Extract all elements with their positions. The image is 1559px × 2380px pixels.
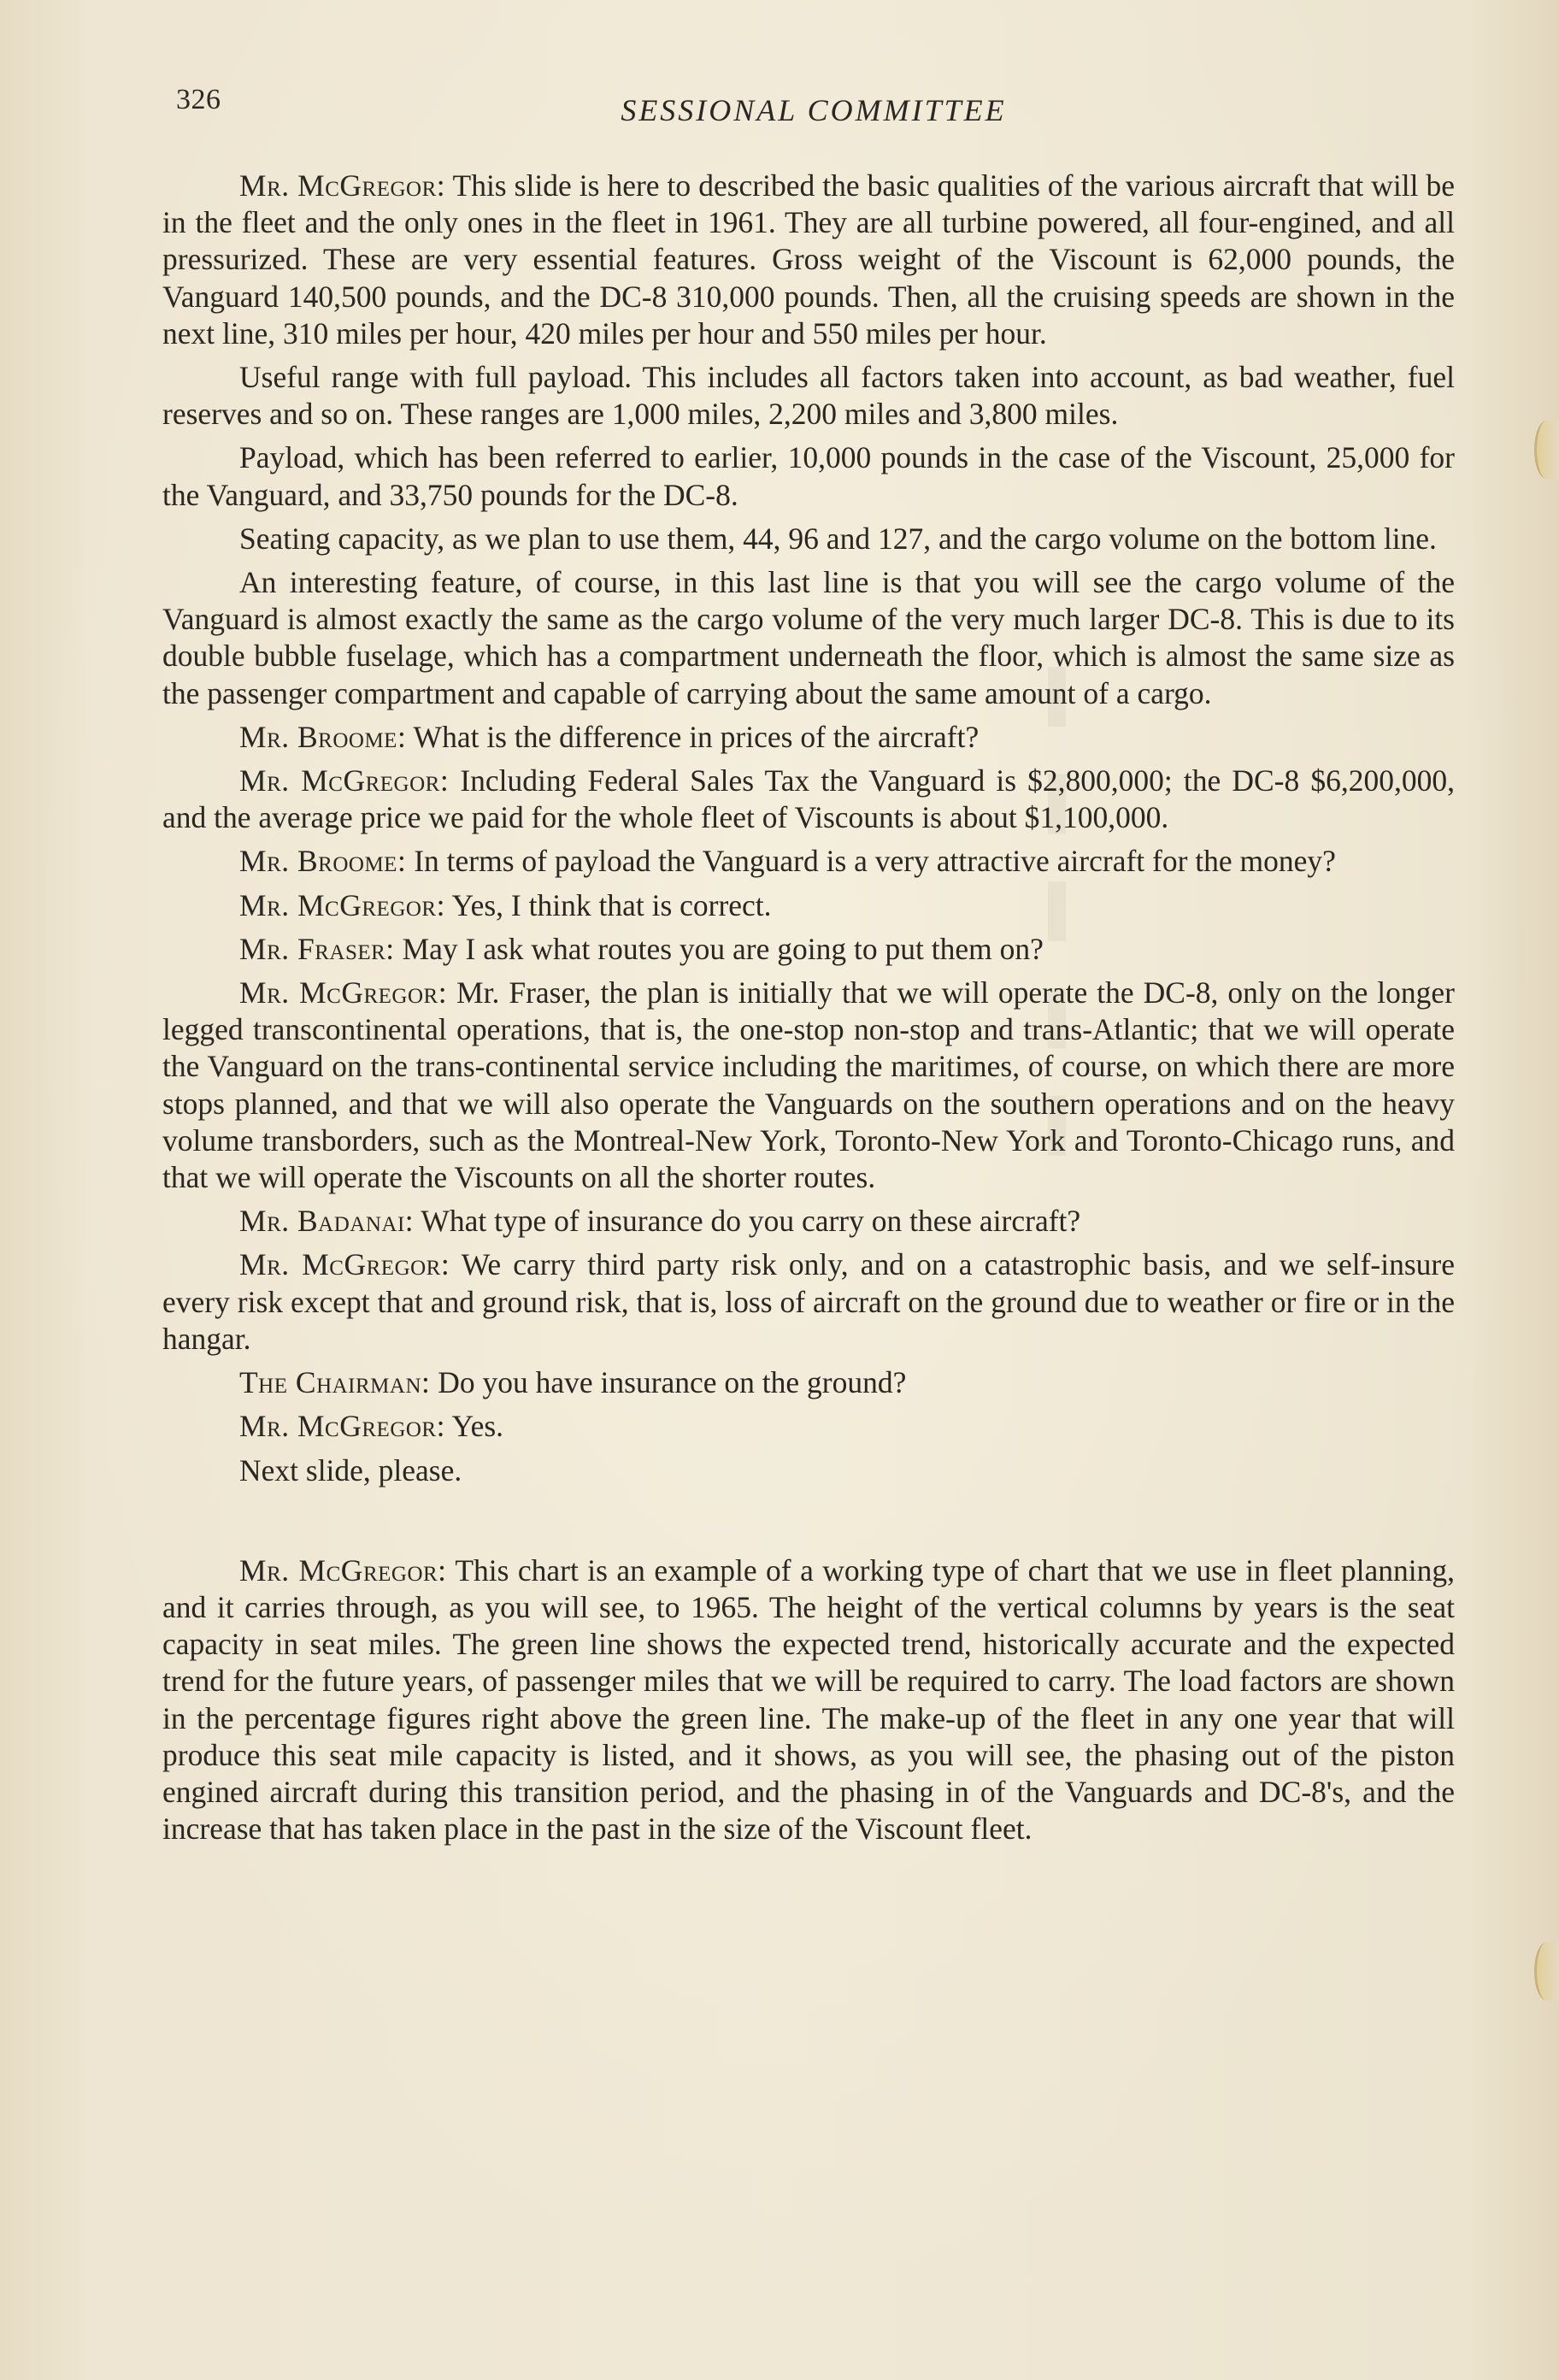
page-number: 326 [176,84,221,115]
page-edge-mark-top [1534,421,1559,479]
paragraph-text: Next slide, please. [239,1452,462,1488]
speaker-name: Mr. McGregor: [239,887,445,922]
speaker-name: Mr. Fraser: [239,931,395,966]
speaker-name: Mr. McGregor: [239,168,446,203]
speaker-name: Mr. McGregor: [239,763,450,798]
paragraph [162,1246,1455,1358]
paragraph [162,168,1455,352]
paragraph-text: In terms of payload the Vanguard is a very attractive aircraft for the money? [406,844,1336,879]
paragraph [162,359,1455,433]
speaker-name: Mr. Badanai: [239,1204,415,1239]
speaker-name: Mr. McGregor: [239,1409,445,1444]
speaker-name: Mr. Broome: [239,719,407,754]
paragraph-text: May I ask what routes you are going to put them on? [394,931,1044,966]
paragraph [162,1452,1455,1489]
paragraph-text: Mr. Fraser, the plan is initially that we will operate the DC-8, only on the longer legged transcontinental operations, that is, the one-stop non-stop and trans-Atlantic; that we will operate the Vanguard on the trans-continental service including the maritimes, of course, on which there are more stops planned, and that we will also operate the Vanguards on the southern operations and on the heavy volume transborders, such as the Montreal-New York, Toronto-New York and Toronto-Chicago runs, and that we will operate the Viscounts on all the shorter routes. [162,975,1456,1195]
paragraph-text: Including Federal Sales Tax the Vanguard is $2,800,000; the DC-8 $6,200,000, and the average price we paid for the whole fleet of Viscounts is about $1,100,000. [162,763,1455,835]
paragraph-text: Do you have insurance on the ground? [430,1365,907,1400]
paragraph [162,843,1455,880]
speaker-name: Mr. McGregor: [239,1247,450,1282]
paragraph [162,521,1455,557]
paragraph-text: Payload, which has been referred to earlier, 10,000 pounds in the case of the Viscount, 25,000 for the Vanguard, and 33,750 pounds for the DC-8. [162,440,1455,512]
bleed-through-shadow: ▬ ▬ ▬ ▬ ▬ [1035,667,1102,1171]
paragraph [162,931,1455,968]
running-head: SESSIONAL COMMITTEE [621,93,1007,127]
paragraph-text: Yes, I think that is correct. [444,887,772,922]
paragraph-text: Seating capacity, as we plan to use them, 44, 96 and 127, and the cargo volume on the bottom line. [239,521,1437,556]
page-edge-mark-bottom [1534,1942,1559,2000]
paragraph-text: This chart is an example of a working type of chart that we use in fleet planning, and it carries through, as you will see, to 1965. The height of the vertical columns by years is the seat capacity in seat miles. The green line shows the expected trend, historically accurate and the expected trend for the future years, of passenger miles that we will be required to carry. The load factors are shown in the percentage figures right above the green line. The make-up of the fleet in any one year that will produce this seat mile capacity is listed, and it shows, as you will see, the phasing out of the piston engined aircraft during this transition period, and the phasing in of the Vanguards and DC-8's, and the increase that has taken place in the past in the size of the Viscount fleet. [162,1552,1455,1847]
paragraph [162,1364,1455,1401]
paragraph-text: Useful range with full payload. This includes all factors taken into account, as bad weather, fuel reserves and so on. These ranges are 1,000 miles, 2,200 miles and 3,800 miles. [162,360,1455,432]
speaker-name: Mr. Broome: [239,844,407,879]
paragraph-text: Yes. [444,1409,504,1444]
paragraph [162,763,1455,836]
paragraph-text: An interesting feature, of course, in this last line is that you will see the cargo volume of the Vanguard is almost exactly the same as the cargo volume of the very much larger DC-8. This is due to its double bubble fuselage, which has a compartment underneath the floor, which is almost the same size as the passenger compartment and capable of carrying about the same amount of a cargo. [162,565,1455,710]
paragraph [162,887,1455,924]
paragraph-text: What type of insurance do you carry on these aircraft? [414,1204,1081,1239]
paragraph [162,719,1455,756]
speaker-name: The Chairman: [239,1365,431,1400]
paragraph-text: This slide is here to described the basic qualities of the various aircraft that will be in the fleet and the only ones in the fleet in 1961. They are all turbine powered, all four-engined, and all pressurized. These are very essential features. Gross weight of the Viscount is 62,000 pounds, the Vanguard 140,500 pounds, and the DC-8 310,000 pounds. Then, all the cruising speeds are shown in the next line, 310 miles per hour, 420 miles per hour and 550 miles per hour. [162,168,1455,351]
paragraph [162,975,1455,1196]
speaker-name: Mr. McGregor: [239,975,448,1010]
paragraph [162,439,1455,513]
paragraph-text: What is the difference in prices of the aircraft? [406,719,980,754]
paragraph-text: We carry third party risk only, and on a catastrophic basis, and we self-insure every risk except that and ground risk, that is, loss of aircraft on the ground due to weather or fire or in the hangar. [162,1247,1455,1356]
speaker-name: Mr. McGregor: [239,1552,447,1588]
paragraph [162,564,1455,712]
paragraph [162,1408,1455,1445]
paragraph [162,1552,1455,1848]
page-header [176,84,1451,132]
paragraph [162,1203,1455,1240]
body-text [162,168,1455,1854]
